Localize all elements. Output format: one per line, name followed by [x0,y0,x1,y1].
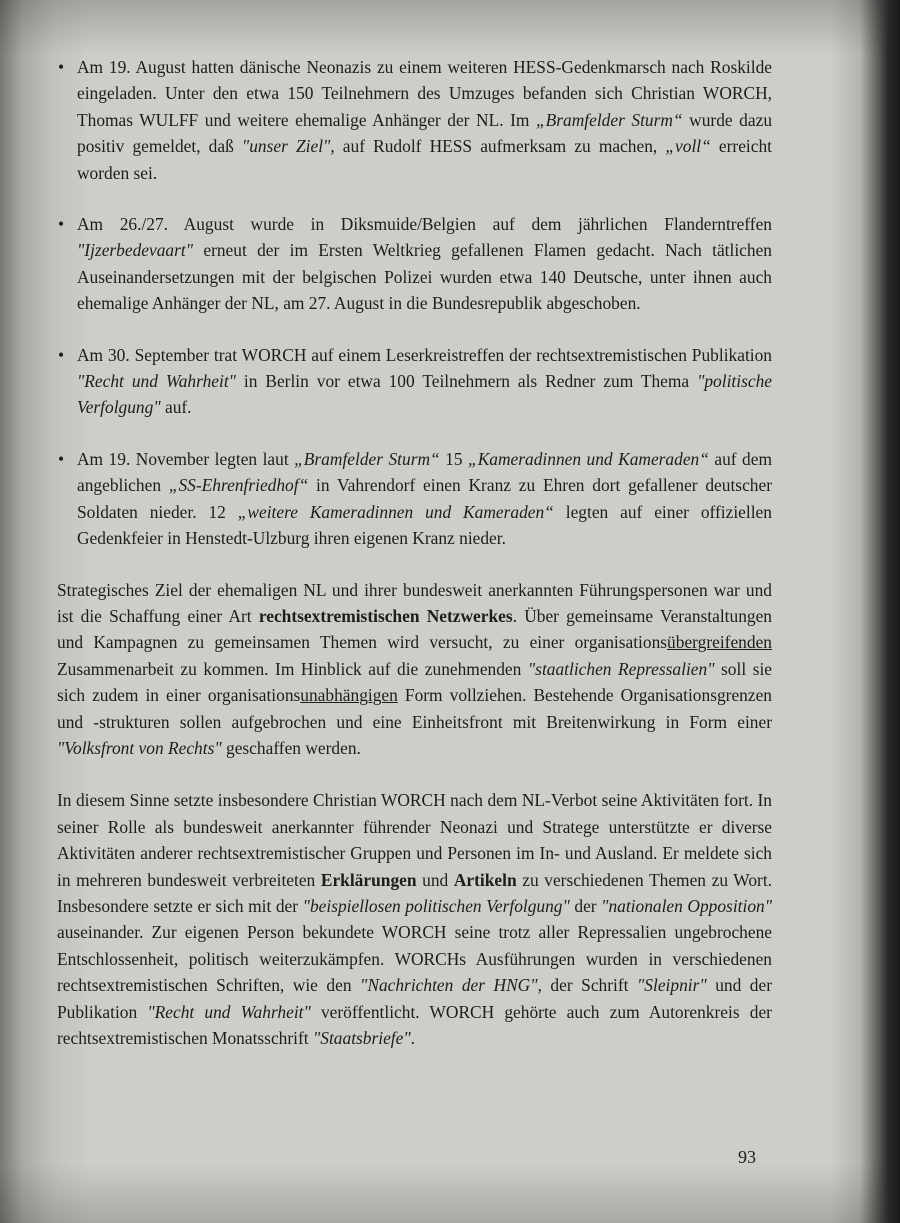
text-run: auseinander. Zur eigenen Person bekundete WORCH seine trotz aller Repressalien ungebrochene Entschlossenheit, politisch weiterzukämpfen. WORCHs Ausführungen wurden in verschiedenen rechtsextremistischen Schriften, wie den [57,922,772,996]
text-run: In diesem Sinne setzte insbesondere Christian WORCH nach dem NL-Verbot seine Aktivitäten fort. In seiner Rolle als bundesweit anerkannter führender Neonazi und Stratege unterstützte er diverse Aktivitäten anderer rechtsextremistischer Gruppen und Personen im In- und Ausland. Er meldete sich in mehreren bundesweit verbreiteten [57,790,772,890]
text-run: Am 30. September trat WORCH auf einem Leserkreistreffen der rechtsextremistischen Publikation [77,344,772,365]
text-run: . Über gemeinsame Veranstaltungen und Kampagnen zu gemeinsamen Themen wird versucht, zu einer organisations [57,605,772,653]
bullet-marker: • [58,448,65,469]
bullet-item [60,54,772,186]
text-run: Form vollziehen. Bestehende Organisationsgrenzen und -strukturen sollen aufgebrochen und eine Einheitsfront mit Breitenwirkung in Form einer [57,685,772,732]
bullet-text [77,57,772,183]
text-run: "Volksfront von Rechts" [57,737,222,758]
document-body [57,54,773,1077]
text-run: auf. [160,397,192,418]
text-run: "Nachrichten der HNG" [360,975,538,996]
text-run: „Bramfelder Sturm“ [535,109,683,130]
text-run: erneut der im Ersten Weltkrieg gefallenen Flamen gedacht. Nach tätlichen Auseinandersetzungen mit der belgischen Polizei wurden etwa 140 Deutsche, unter ihnen auch ehemalige Anhänger der NL, am 27. August in die Bundesrepublik abgeschoben. [77,240,772,314]
text-run: und der Publikation [57,975,773,1022]
text-run: zu verschiedenen Themen zu Wort. Insbesondere setzte er sich mit der [57,869,772,916]
text-run: "unser Ziel" [241,136,331,157]
text-run: „SS-Ehrenfriedhof“ [168,475,309,496]
text-run: unabhängigen [300,685,398,706]
text-run: "staatlichen Repressalien" [527,658,715,679]
page-number: 93 [738,1147,756,1167]
bullet-text [77,345,772,418]
text-run: geschaffen werden. [221,737,361,758]
text-run: auf dem angeblichen [77,448,772,496]
text-run: veröffentlicht. WORCH gehörte auch zum Autorenkreis der rechtsextremistischen Monatsschrift [57,1001,772,1048]
text-run: Erklärungen [320,869,417,890]
text-run: , der Schrift [537,975,637,996]
text-run: und [416,869,454,890]
text-run: "nationalen Opposition" [601,895,773,916]
text-run: übergreifenden [667,632,772,653]
bullet-item [60,446,772,552]
text-run: in Vahrendorf einen Kranz zu Ehren dort gefallener deutscher Soldaten nieder. 12 [77,475,772,522]
bullet-item [60,211,772,317]
text-run: wurde dazu positiv gemeldet, daß [77,109,773,157]
text-run: erreicht worden sei. [77,136,772,183]
text-run: "Recht und Wahrheit" [77,371,236,392]
paragraph-list [57,577,773,1052]
text-run: rechtsextremistischen Netzwerkes [258,605,513,626]
bullet-list [60,54,772,552]
text-run: Am 26./27. August wurde in Diksmuide/Belgien auf dem jährlichen Flanderntreffen [77,214,772,235]
text-run: "Staatsbriefe" [312,1028,411,1048]
text-run: , auf Rudolf HESS aufmerksam zu machen, [330,136,666,157]
text-run: Strategisches Ziel der ehemaligen NL und ihrer bundesweit anerkannten Führungspersonen war und ist die Schaffung einer Art [57,579,772,626]
text-run: "Sleipnir" [637,975,707,996]
text-run: „weitere Kameradinnen und Kameraden“ [237,501,554,522]
bullet-text [77,214,772,313]
text-run: Zusammenarbeit zu kommen. Im Hinblick auf die zunehmenden [57,658,528,679]
text-run: "Ijzerbedevaart" [77,240,194,261]
text-run: "beispiellosen politischen Verfolgung" [302,895,570,916]
text-run: legten auf einer offiziellen Gedenkfeier in Henstedt-Ulzburg ihren eigenen Kranz nieder. [77,501,772,549]
text-run: in Berlin vor etwa 100 Teilnehmern als Redner zum Thema [235,371,698,392]
text-run: Am 19. November legten laut [77,448,295,469]
text-run: 15 [439,448,469,469]
text-run: soll sie sich zudem in einer organisations [57,658,773,706]
body-paragraph [57,577,772,762]
text-run: Artikeln [453,869,517,890]
text-run: . [410,1028,416,1048]
body-paragraph [57,787,772,1051]
text-run: „voll“ [665,136,711,157]
bullet-text [77,449,772,548]
text-run: „Kameradinnen und Kameraden“ [468,448,709,469]
bullet-marker: • [58,57,65,77]
bullet-item [60,342,772,421]
text-run: "politische Verfolgung" [77,371,772,418]
text-run: der [569,895,602,916]
text-run: "Recht und Wahrheit" [147,1001,311,1022]
text-run: „Bramfelder Sturm“ [294,448,440,469]
text-run: Am 19. August hatten dänische Neonazis zu einem weiteren HESS-Gedenkmarsch nach Roskilde eingeladen. Unter den etwa 150 Teilnehmern des Umzuges befanden sich Christian WORCH, Thomas WULFF und weitere ehemalige Anhänger der NL. Im [77,57,772,130]
bullet-marker: • [58,344,65,365]
bullet-marker: • [58,214,65,235]
